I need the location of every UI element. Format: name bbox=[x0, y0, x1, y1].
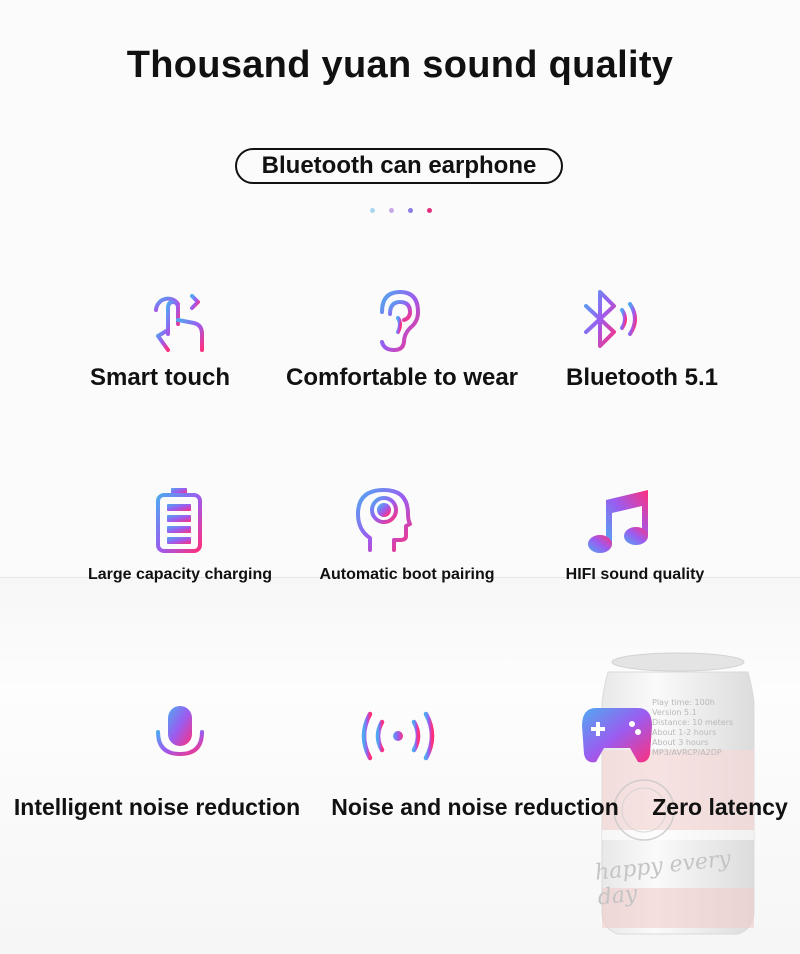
feature-label-intelligent-noise: Intelligent noise reduction bbox=[13, 794, 301, 820]
feature-label-battery: Large capacity charging bbox=[87, 566, 273, 583]
feature-label-smart-touch: Smart touch bbox=[89, 364, 230, 391]
music-note-icon bbox=[586, 486, 652, 554]
can-spec-text bbox=[652, 698, 733, 758]
feature-label-zero-latency: Zero latency bbox=[652, 794, 788, 820]
feature-label-hifi: HIFI sound quality bbox=[565, 566, 705, 583]
bluetooth-icon bbox=[580, 286, 646, 354]
can-spec-line: MP3/AVRCP/A2DP bbox=[652, 748, 722, 757]
dot bbox=[370, 208, 375, 213]
feature-label-noise-reduction: Noise and noise reduction bbox=[331, 794, 619, 820]
head-target-icon bbox=[354, 486, 414, 552]
can-spec-line: About 1-2 hours bbox=[652, 728, 717, 737]
feature-label-comfortable: Comfortable to wear bbox=[285, 364, 519, 391]
can-spec-line: Play time: 100h bbox=[652, 698, 715, 707]
feature-label-pairing: Automatic boot pairing bbox=[319, 566, 495, 583]
feature-label-bluetooth: Bluetooth 5.1 bbox=[565, 364, 718, 391]
dot bbox=[427, 208, 432, 213]
ear-icon bbox=[370, 288, 430, 354]
can-spec-line: About 3 hours bbox=[652, 738, 709, 747]
dot bbox=[408, 208, 413, 213]
page-title: Thousand yuan sound quality bbox=[126, 44, 674, 86]
can-spec-line: Distance: 10 meters bbox=[652, 718, 734, 727]
signal-waves-icon bbox=[356, 708, 440, 764]
can-spec-line: Version 5.1 bbox=[652, 708, 697, 717]
gamepad-icon bbox=[580, 704, 654, 766]
subtitle-pill: Bluetooth can earphone bbox=[235, 148, 563, 184]
microphone-icon bbox=[152, 704, 208, 770]
dot bbox=[389, 208, 394, 213]
battery-icon bbox=[154, 486, 204, 554]
touch-hand-icon bbox=[146, 290, 210, 354]
decorative-dots bbox=[368, 208, 434, 216]
can-slogan: happy every day bbox=[593, 846, 733, 911]
